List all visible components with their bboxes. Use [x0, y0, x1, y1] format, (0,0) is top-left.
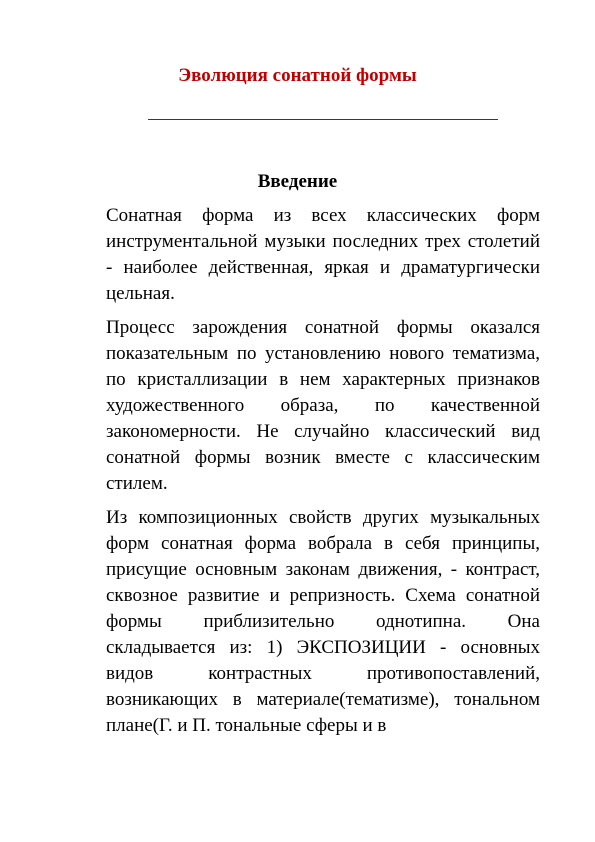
paragraph-1: Сонатная форма из всех классических форм инструментальной музыки последних трех столетий - наиболее действенная, яркая и драматургически цельная. — [106, 205, 540, 304]
paragraph-3: Из композиционных свойств других музыкальных форм сонатная форма вобрала в себя принципы, присущие основным законам движения, - контраст, сквозное развитие и репризность. Схема сонатной формы приблизительно однотипна. Она складывается из: 1) ЭКСПОЗИЦИИ - основных видов контрастных противопоставлений, возникающих в материале(тематизме), тональном плане(Г. и П. тональные сферы и в — [106, 507, 540, 736]
section-heading: Введение — [257, 171, 338, 192]
paragraph-2: Процесс зарождения сонатной формы оказался показательным по установлению нового тематизма, по кристаллизации в нем характерных признаков художественного образа, по качественной закономерности. Не случайно классический вид сонатной формы возник вместе с классическим стилем. — [106, 317, 540, 494]
body-text — [106, 203, 540, 747]
title-underline — [148, 119, 498, 120]
document-title: Эволюция сонатной формы — [178, 65, 417, 86]
